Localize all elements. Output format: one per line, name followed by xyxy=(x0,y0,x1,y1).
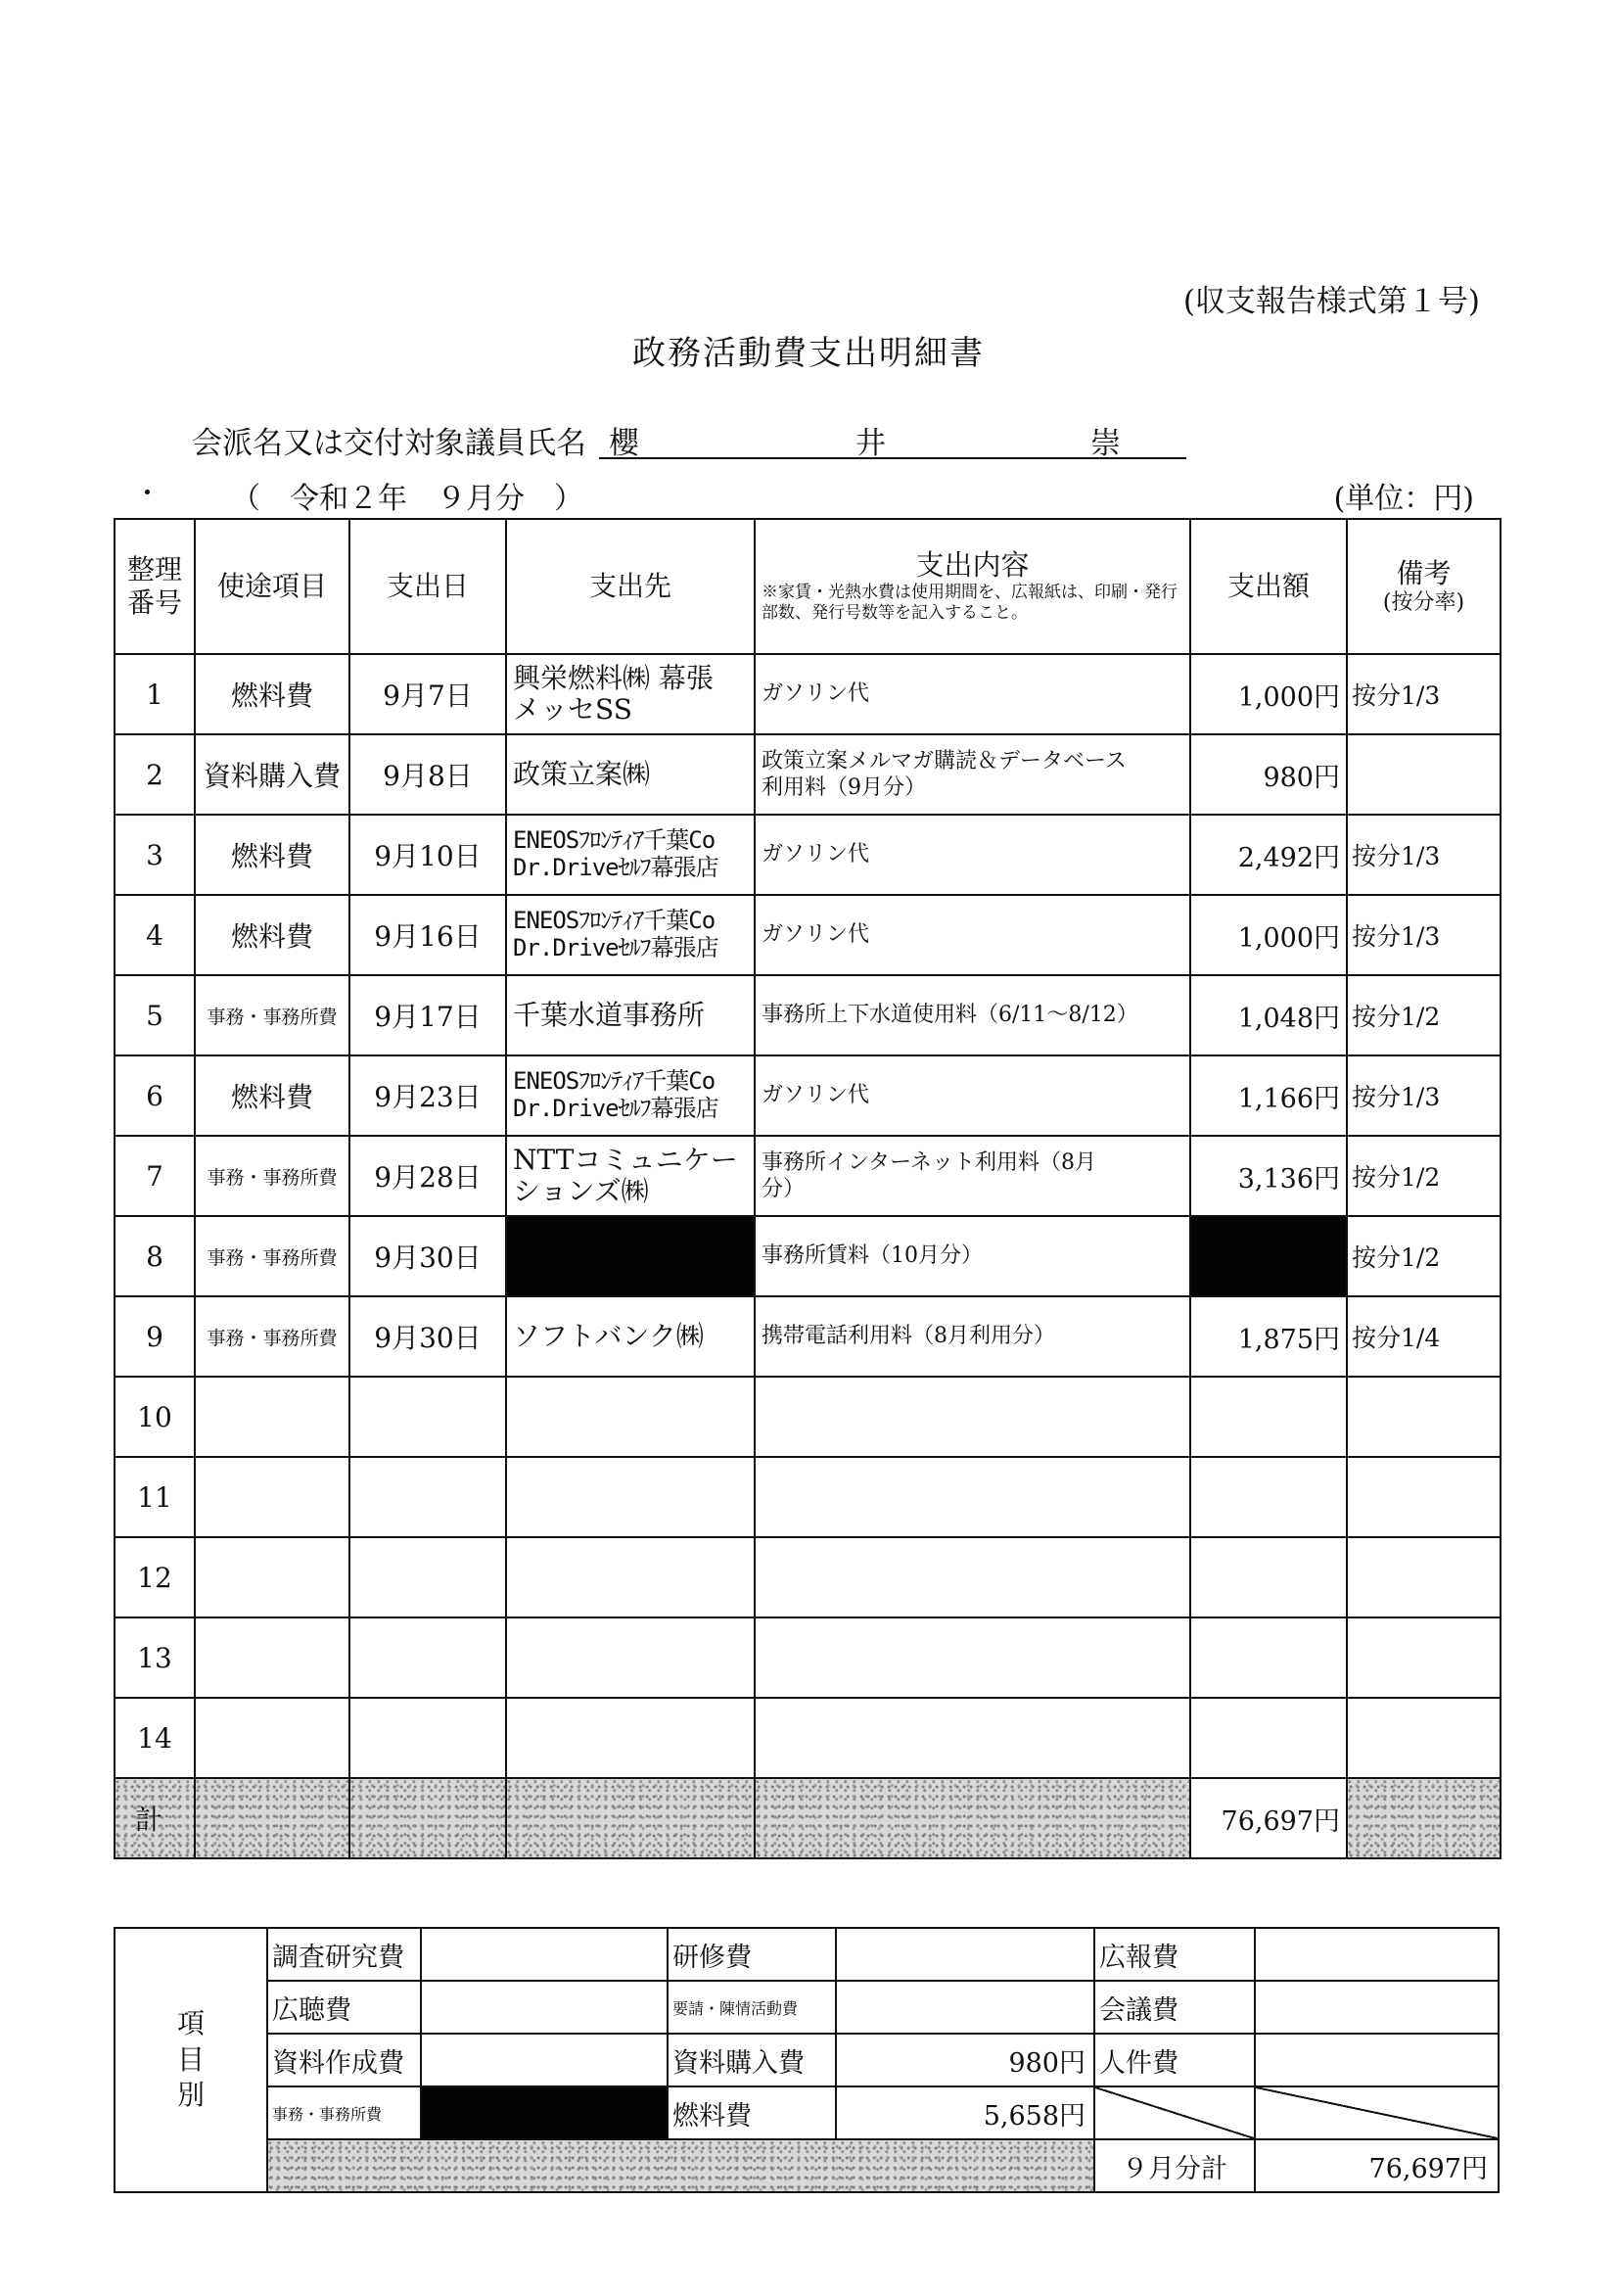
summary-research-value xyxy=(421,1928,668,1981)
summary-personnel-value xyxy=(1255,2034,1499,2086)
row-purpose xyxy=(195,1617,349,1698)
summary-training-value xyxy=(836,1928,1094,1981)
table-row xyxy=(115,1055,1501,1136)
row-content xyxy=(755,1537,1190,1617)
row-number: 3 xyxy=(115,815,195,895)
row-number: 10 xyxy=(115,1377,195,1457)
row-payee-line: 興栄燃料㈱ 幕張 xyxy=(513,661,714,694)
row-date: 9月28日 xyxy=(349,1136,506,1216)
row-amount: 1,875円 xyxy=(1190,1296,1347,1377)
report-period: （ 令和２年 ９月分 ） xyxy=(231,482,583,516)
summary-row xyxy=(115,2034,1499,2086)
header-remark-title: 備考 xyxy=(1396,557,1452,589)
header-no xyxy=(115,519,195,654)
form-number: (収支報告様式第１号) xyxy=(1182,284,1480,319)
row-content-line: ガソリン代 xyxy=(762,1083,870,1108)
row-payee xyxy=(506,975,755,1055)
row-date: 9月7日 xyxy=(349,654,506,734)
member-name-char: 井 xyxy=(855,426,886,461)
row-content xyxy=(755,734,1190,815)
summary-research-label: 調査研究費 xyxy=(267,1928,421,1981)
row-date: 9月16日 xyxy=(349,895,506,975)
row-amount xyxy=(1190,1377,1347,1457)
row-content-line: 事務所上下水道使用料（6/11～8/12） xyxy=(762,1003,1138,1028)
row-purpose: 事務・事務所費 xyxy=(195,1216,349,1296)
row-number: 8 xyxy=(115,1216,195,1296)
row-date: 9月10日 xyxy=(349,815,506,895)
summary-materials-make-value xyxy=(421,2034,668,2086)
row-number: 5 xyxy=(115,975,195,1055)
row-content-line: 事務所賃料（10月分） xyxy=(762,1243,983,1269)
row-payee xyxy=(506,815,755,895)
row-content-line: 政策立案メルマガ購読＆データベース xyxy=(762,748,1127,773)
row-remark: 按分1/3 xyxy=(1347,1055,1501,1136)
summary-row xyxy=(115,2139,1499,2192)
row-number: 4 xyxy=(115,895,195,975)
row-number: 6 xyxy=(115,1055,195,1136)
row-remark: 按分1/2 xyxy=(1347,975,1501,1055)
table-row xyxy=(115,1136,1501,1216)
summary-meeting-value xyxy=(1255,1981,1499,2034)
table-row xyxy=(115,815,1501,895)
member-name xyxy=(599,418,1186,459)
row-payee-line: ションズ㈱ xyxy=(513,1175,649,1207)
row-payee xyxy=(506,1457,755,1537)
header-no-line1: 整理 xyxy=(126,553,182,586)
summary-row xyxy=(115,2086,1499,2139)
row-content xyxy=(755,1698,1190,1778)
row-date xyxy=(349,1617,506,1698)
summary-fuel-value: 5,658円 xyxy=(836,2086,1094,2139)
row-payee xyxy=(506,1617,755,1698)
summary-pr-value xyxy=(1255,1928,1499,1981)
row-purpose: 燃料費 xyxy=(195,654,349,734)
row-content xyxy=(755,975,1190,1055)
row-payee-line: Dr.Driveｾﾙﾌ幕張店 xyxy=(513,854,718,881)
row-purpose: 燃料費 xyxy=(195,815,349,895)
member-name-char: 崇 xyxy=(1090,426,1121,461)
row-remark: 按分1/3 xyxy=(1347,654,1501,734)
row-purpose: 事務・事務所費 xyxy=(195,1136,349,1216)
row-payee xyxy=(506,1296,755,1377)
table-row xyxy=(115,654,1501,734)
row-payee xyxy=(506,1136,755,1216)
summary-materials-buy-value: 980円 xyxy=(836,2034,1094,2086)
row-content xyxy=(755,815,1190,895)
member-label: 会派名又は交付対象議員氏名 xyxy=(192,426,586,461)
row-content xyxy=(755,1216,1190,1296)
unit-label: (単位：円) xyxy=(1333,482,1474,516)
summary-fuel-label: 燃料費 xyxy=(668,2086,836,2139)
member-name-char: 櫻 xyxy=(609,426,639,461)
row-payee-line: NTTコミュニケー xyxy=(513,1143,738,1176)
summary-hearing-value xyxy=(421,1981,668,2034)
row-content xyxy=(755,1296,1190,1377)
summary-office-value-redacted xyxy=(421,2086,668,2139)
table-row xyxy=(115,1377,1501,1457)
summary-training-label: 研修費 xyxy=(668,1928,836,1981)
row-amount: 1,166円 xyxy=(1190,1055,1347,1136)
header-content xyxy=(755,519,1190,654)
summary-meeting-label: 会議費 xyxy=(1094,1981,1255,2034)
row-number: 1 xyxy=(115,654,195,734)
row-remark: 按分1/2 xyxy=(1347,1216,1501,1296)
row-payee-line: メッセSS xyxy=(513,693,632,726)
row-remark: 按分1/3 xyxy=(1347,815,1501,895)
table-row xyxy=(115,734,1501,815)
header-content-note: ※家賃・光熱水費は使用期間を、広報紙は、印刷・発行部数、発行号数等を記入すること。 xyxy=(762,583,1178,624)
summary-unused-cell xyxy=(1255,2086,1499,2139)
row-payee-line: ソフトバンク㈱ xyxy=(513,1319,704,1352)
row-payee-redacted xyxy=(506,1216,755,1296)
summary-shaded-cell xyxy=(267,2139,1094,2192)
row-content-line: 事務所インターネット利用料（8月 xyxy=(762,1149,1097,1175)
total-blank xyxy=(1347,1778,1501,1858)
row-payee-line: 千葉水道事務所 xyxy=(513,998,706,1031)
row-date: 9月30日 xyxy=(349,1216,506,1296)
row-purpose: 燃料費 xyxy=(195,895,349,975)
month-total-value: 76,697円 xyxy=(1255,2139,1499,2192)
row-content-line: 分） xyxy=(762,1177,806,1201)
row-amount: 2,492円 xyxy=(1190,815,1347,895)
row-payee-line: Dr.Driveｾﾙﾌ幕張店 xyxy=(513,934,718,961)
row-number: 14 xyxy=(115,1698,195,1778)
row-date: 9月8日 xyxy=(349,734,506,815)
row-date xyxy=(349,1377,506,1457)
row-payee-line: ENEOSﾌﾛﾝﾃｨｱ千葉Co xyxy=(513,1067,716,1096)
row-remark xyxy=(1347,734,1501,815)
summary-materials-buy-label: 資料購入費 xyxy=(668,2034,836,2086)
summary-materials-make-label: 資料作成費 xyxy=(267,2034,421,2086)
row-remark: 按分1/2 xyxy=(1347,1136,1501,1216)
total-blank xyxy=(349,1778,506,1858)
row-content xyxy=(755,1457,1190,1537)
row-purpose: 事務・事務所費 xyxy=(195,975,349,1055)
row-date xyxy=(349,1698,506,1778)
row-payee xyxy=(506,895,755,975)
row-payee-line: ENEOSﾌﾛﾝﾃｨｱ千葉Co xyxy=(513,826,716,855)
row-content xyxy=(755,1136,1190,1216)
row-remark xyxy=(1347,1377,1501,1457)
row-date: 9月17日 xyxy=(349,975,506,1055)
row-purpose xyxy=(195,1457,349,1537)
expense-table xyxy=(114,518,1502,1859)
row-amount: 1,000円 xyxy=(1190,654,1347,734)
table-row xyxy=(115,1617,1501,1698)
row-purpose: 資料購入費 xyxy=(195,734,349,815)
header-amount: 支出額 xyxy=(1190,519,1347,654)
side-char: 目 xyxy=(176,2042,205,2076)
row-date: 9月30日 xyxy=(349,1296,506,1377)
row-content-line: 利用料（9月分） xyxy=(762,775,926,800)
row-remark xyxy=(1347,1537,1501,1617)
row-number: 7 xyxy=(115,1136,195,1216)
row-content-line: 携帯電話利用料（8月利用分） xyxy=(762,1324,1055,1349)
summary-side-label xyxy=(115,1928,267,2192)
summary-row xyxy=(115,1981,1499,2034)
row-number: 11 xyxy=(115,1457,195,1537)
row-date xyxy=(349,1537,506,1617)
row-purpose xyxy=(195,1537,349,1617)
row-payee xyxy=(506,1698,755,1778)
row-purpose xyxy=(195,1698,349,1778)
table-header-row xyxy=(115,519,1501,654)
row-content-line: ガソリン代 xyxy=(762,842,870,867)
document-title: 政務活動費支出明細書 xyxy=(632,334,985,373)
table-row xyxy=(115,1296,1501,1377)
row-content-line: ガソリン代 xyxy=(762,922,870,948)
header-purpose: 使途項目 xyxy=(195,519,349,654)
row-payee xyxy=(506,734,755,815)
header-date: 支出日 xyxy=(349,519,506,654)
total-blank xyxy=(195,1778,349,1858)
row-purpose xyxy=(195,1377,349,1457)
speck xyxy=(145,490,150,494)
table-row xyxy=(115,895,1501,975)
row-content xyxy=(755,1617,1190,1698)
row-amount: 980円 xyxy=(1190,734,1347,815)
header-remark-sub: (按分率) xyxy=(1382,589,1465,615)
side-char: 項 xyxy=(176,2007,205,2040)
row-payee xyxy=(506,654,755,734)
total-label: 計 xyxy=(115,1778,195,1858)
row-purpose: 燃料費 xyxy=(195,1055,349,1136)
summary-petition-value xyxy=(836,1981,1094,2034)
row-content xyxy=(755,895,1190,975)
row-amount xyxy=(1190,1457,1347,1537)
row-payee xyxy=(506,1537,755,1617)
row-amount xyxy=(1190,1537,1347,1617)
row-remark xyxy=(1347,1698,1501,1778)
table-body xyxy=(115,654,1501,1778)
total-blank xyxy=(506,1778,755,1858)
row-purpose: 事務・事務所費 xyxy=(195,1296,349,1377)
header-remark xyxy=(1347,519,1501,654)
row-content xyxy=(755,1377,1190,1457)
category-summary-table xyxy=(114,1927,1500,2193)
row-payee xyxy=(506,1377,755,1457)
row-remark xyxy=(1347,1457,1501,1537)
row-content xyxy=(755,654,1190,734)
summary-unused-cell xyxy=(1094,2086,1255,2139)
row-payee xyxy=(506,1055,755,1136)
table-row xyxy=(115,1698,1501,1778)
row-amount xyxy=(1190,1617,1347,1698)
row-content-line: ガソリン代 xyxy=(762,681,870,707)
row-amount: 3,136円 xyxy=(1190,1136,1347,1216)
row-number: 9 xyxy=(115,1296,195,1377)
row-remark: 按分1/4 xyxy=(1347,1296,1501,1377)
total-row xyxy=(115,1778,1501,1858)
row-number: 12 xyxy=(115,1537,195,1617)
summary-petition-label: 要請・陳情活動費 xyxy=(668,1981,836,2034)
table-row xyxy=(115,1216,1501,1296)
row-number: 2 xyxy=(115,734,195,815)
row-amount: 1,048円 xyxy=(1190,975,1347,1055)
row-remark xyxy=(1347,1617,1501,1698)
row-payee-line: ENEOSﾌﾛﾝﾃｨｱ千葉Co xyxy=(513,907,716,935)
header-payee: 支出先 xyxy=(506,519,755,654)
table-row xyxy=(115,1537,1501,1617)
table-row xyxy=(115,975,1501,1055)
total-blank xyxy=(755,1778,1190,1858)
total-amount: 76,697円 xyxy=(1190,1778,1347,1858)
row-date: 9月23日 xyxy=(349,1055,506,1136)
row-date xyxy=(349,1457,506,1537)
summary-row xyxy=(115,1928,1499,1981)
row-amount xyxy=(1190,1698,1347,1778)
header-content-title: 支出内容 xyxy=(915,548,1030,583)
row-number: 13 xyxy=(115,1617,195,1698)
side-char: 別 xyxy=(176,2079,205,2112)
summary-pr-label: 広報費 xyxy=(1094,1928,1255,1981)
summary-office-label: 事務・事務所費 xyxy=(267,2086,421,2139)
summary-hearing-label: 広聴費 xyxy=(267,1981,421,2034)
row-payee-line: Dr.Driveｾﾙﾌ幕張店 xyxy=(513,1095,718,1122)
summary-personnel-label: 人件費 xyxy=(1094,2034,1255,2086)
row-amount-redacted xyxy=(1190,1216,1347,1296)
header-no-line2: 番号 xyxy=(126,586,182,619)
row-content xyxy=(755,1055,1190,1136)
row-payee-line: 政策立案㈱ xyxy=(513,757,651,790)
row-remark: 按分1/3 xyxy=(1347,895,1501,975)
month-total-label: ９月分計 xyxy=(1094,2139,1255,2192)
table-row xyxy=(115,1457,1501,1537)
row-amount: 1,000円 xyxy=(1190,895,1347,975)
